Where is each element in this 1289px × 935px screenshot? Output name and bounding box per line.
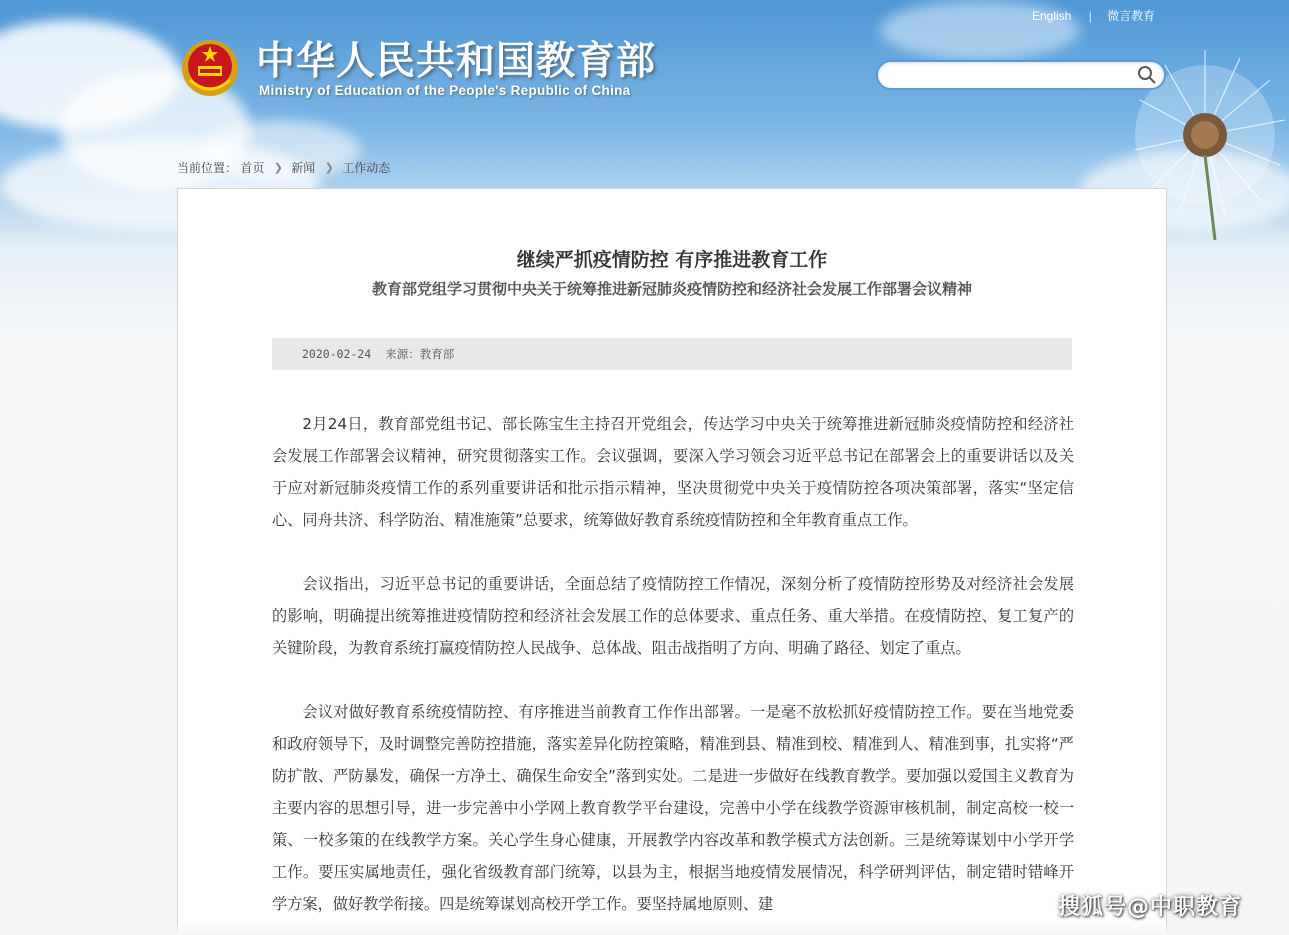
article-paragraph: 2月24日，教育部党组书记、部长陈宝生主持召开党组会，传达学习中央关于统筹推进新冠肺炎疫情防控和经济社会发展工作部署会议精神，研究贯彻落实工作。会议强调，要深入学习领会习近平总书记在部署会上的重要讲话以及关于应对新冠肺炎疫情工作的系列重要讲话和批示指示精神，坚决贯彻党中央关于疫情防控各项决策部署，落实“坚定信心、同舟共济、科学防治、精准施策”总要求，统筹做好教育系统疫情防控和全年教育重点工作。 — [272, 415, 1074, 529]
breadcrumb-home[interactable]: 首页 — [240, 161, 265, 175]
article-body — [272, 408, 1074, 935]
article-paragraph: 会议指出，习近平总书记的重要讲话，全面总结了疫情防控工作情况，深刻分析了疫情防控形势及对经济社会发展的影响，明确提出统筹推进疫情防控和经济社会发展工作的总体要求、重点任务、重大举措。在疫情防控、复工复产的关键阶段，为教育系统打赢疫情防控人民战争、总体战、阻击战指明了方向、明确了路径、划定了重点。 — [272, 575, 1074, 657]
article-meta — [272, 338, 1072, 370]
link-separator: | — [1088, 8, 1092, 23]
bottom-fade — [0, 920, 1289, 935]
english-link[interactable]: English — [1032, 8, 1072, 23]
weibo-link[interactable]: 微言教育 — [1107, 9, 1156, 23]
article-subtitle: 教育部党组学习贯彻中央关于统筹推进新冠肺炎疫情防控和经济社会发展工作部署会议精神 — [371, 280, 972, 298]
site-subtitle: Ministry of Education of the People's Republic of China — [259, 83, 631, 98]
article-title: 继续严抓疫情防控 有序推进教育工作 — [516, 249, 828, 271]
article-source: 来源：教育部 — [385, 347, 455, 361]
site-title[interactable]: 中华人民共和国教育部 — [256, 39, 657, 84]
breadcrumb-label: 当前位置： — [177, 161, 238, 175]
breadcrumb-work-news[interactable]: 工作动态 — [342, 161, 391, 175]
top-links — [1032, 7, 1155, 24]
breadcrumb-news[interactable]: 新闻 — [291, 161, 316, 175]
article-date: 2020-02-24 — [302, 347, 372, 361]
national-emblem-icon — [180, 36, 240, 100]
search-input[interactable] — [888, 65, 1128, 85]
chevron-right-icon: ❯ — [273, 162, 283, 174]
watermark: 搜狐号@中职教育 — [1058, 895, 1243, 920]
search-box — [876, 60, 1166, 90]
search-icon[interactable] — [1136, 64, 1158, 86]
article-paragraph: 会议对做好教育系统疫情防控、有序推进当前教育工作作出部署。一是毫不放松抓好疫情防控工作。要在当地党委和政府领导下，及时调整完善防控措施，落实差异化防控策略，精准到县、精准到校、精准到人、精准到事，扎实将“严防扩散、严防暴发，确保一方净土、确保生命安全”落到实处。二是进一步做好在线教育教学。要加强以爱国主义教育为主要内容的思想引导，进一步完善中小学网上教育教学平台建设，完善中小学在线教学资源审核机制，制定高校一校一策、一校多策的在线教学方案。关心学生身心健康，开展教学内容改革和教学模式方法创新。三是统筹谋划中小学开学工作。要压实属地责任，强化省级教育部门统筹，以县为主，根据当地疫情发展情况，科学研判评估，制定错时错峰开学方案，做好教学衔接。四是统筹谋划高校开学工作。要坚持属地原则、建 — [272, 703, 1074, 913]
breadcrumb — [177, 159, 390, 176]
article-panel — [177, 188, 1167, 935]
chevron-right-icon: ❯ — [324, 162, 334, 174]
